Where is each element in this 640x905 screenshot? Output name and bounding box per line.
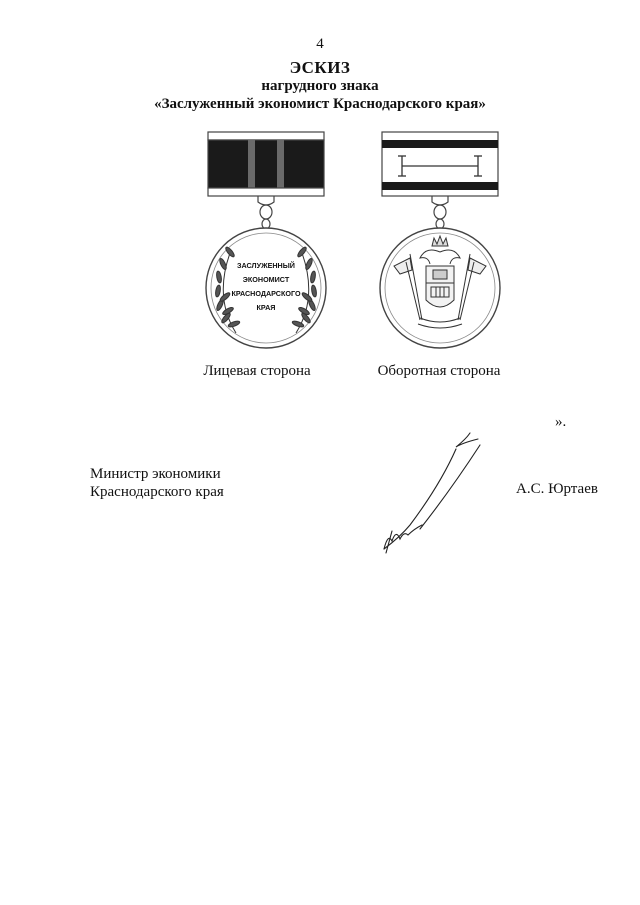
back-hanger	[432, 196, 448, 229]
document-title: ЭСКИЗ	[289, 58, 351, 77]
front-inscription-line-1: ЗАСЛУЖЕННЫЙ	[237, 261, 295, 270]
page-number: 4	[316, 36, 324, 52]
caption-back: Оборотная сторона	[377, 363, 501, 379]
document-subtitle: нагрудного знака	[261, 78, 379, 94]
back-medal-coat-of-arms	[380, 228, 500, 348]
badge-front-image	[196, 128, 336, 358]
closing-quote: ».	[555, 414, 567, 430]
front-inscription-line-4: КРАЯ	[256, 303, 276, 312]
signer-position-line-2: Краснодарского края	[90, 484, 224, 500]
back-ribbon-plate	[382, 132, 498, 196]
handwritten-signature	[370, 425, 500, 555]
badge-name: «Заслуженный экономист Краснодарского края»	[154, 96, 486, 112]
signer-name: А.С. Юртаев	[516, 481, 598, 497]
signer-position-line-1: Министр экономики	[90, 466, 221, 482]
front-inscription-line-3: КРАСНОДАРСКОГО	[231, 289, 301, 298]
front-hanger	[258, 196, 274, 229]
front-inscription-line-2: ЭКОНОМИСТ	[242, 275, 290, 284]
badge-back-image	[370, 128, 510, 358]
front-ribbon	[208, 132, 324, 196]
caption-front: Лицевая сторона	[203, 363, 311, 379]
front-medal	[206, 228, 326, 348]
